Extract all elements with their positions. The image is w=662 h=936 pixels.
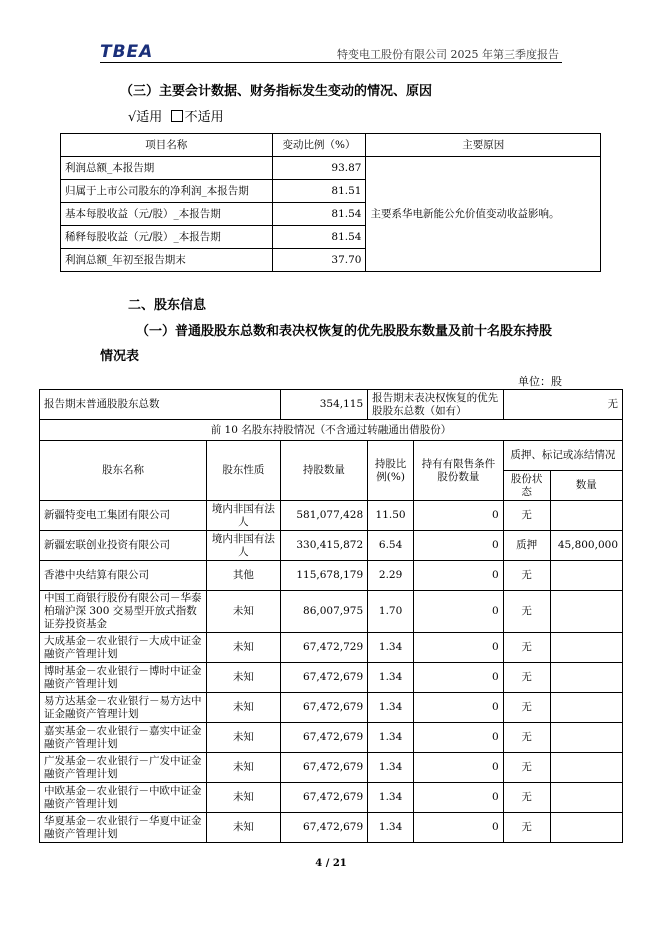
- shareholder-nature-cell: 未知: [207, 633, 280, 663]
- header-holding-ratio: 持股比例(%): [368, 441, 414, 501]
- header-shareholder-nature: 股东性质: [207, 441, 280, 501]
- header-divider: [100, 62, 562, 63]
- total-shareholders-label: 报告期末普通股股东总数: [40, 390, 281, 420]
- shareholder-name-cell: 大成基金－农业银行－大成中证金融资产管理计划: [40, 633, 207, 663]
- header-main-reason: 主要原因: [366, 134, 601, 157]
- not-applicable-label: 不适用: [184, 110, 224, 125]
- table-row: [40, 561, 623, 591]
- item-name-cell: 利润总额_年初至报告期末: [61, 249, 273, 272]
- shareholder-nature-cell: 未知: [207, 591, 280, 633]
- pledge-quantity-cell: [550, 561, 622, 591]
- item-name-cell: 基本每股收益（元/股）_本报告期: [61, 203, 273, 226]
- section-title: （三）主要会计数据、财务指标发生变动的情况、原因: [120, 84, 433, 99]
- holding-ratio-cell: 1.70: [368, 591, 414, 633]
- check-mark-icon: √: [128, 110, 137, 125]
- shareholder-name-cell: 中欧基金－农业银行－中欧中证金融资产管理计划: [40, 783, 207, 813]
- shareholder-subtitle: （一）普通股股东总数和表决权恢复的优先股股东数量及前十名股东持股: [136, 324, 553, 339]
- header-shareholder-name: 股东名称: [40, 441, 207, 501]
- restricted-shares-cell: 0: [414, 783, 504, 813]
- share-status-cell: 无: [503, 561, 550, 591]
- header-item-name: 项目名称: [61, 134, 273, 157]
- shares-held-cell: 86,007,975: [280, 591, 368, 633]
- restricted-shares-cell: 0: [414, 723, 504, 753]
- shareholder-nature-cell: 境内非国有法人: [207, 501, 280, 531]
- table-row: [40, 813, 623, 843]
- pledge-quantity-cell: [550, 753, 622, 783]
- shareholder-nature-cell: 未知: [207, 663, 280, 693]
- shareholder-name-cell: 新疆宏联创业投资有限公司: [40, 531, 207, 561]
- share-status-cell: 无: [503, 633, 550, 663]
- table-row: [40, 783, 623, 813]
- share-status-cell: 无: [503, 783, 550, 813]
- shareholder-name-cell: 嘉实基金－农业银行－嘉实中证金融资产管理计划: [40, 723, 207, 753]
- unit-label: 单位：股: [518, 375, 562, 388]
- holding-ratio-cell: 1.34: [368, 663, 414, 693]
- change-ratio-cell: 81.51: [272, 180, 366, 203]
- shareholder-name-cell: 易方达基金－农业银行－易方达中证金融资产管理计划: [40, 693, 207, 723]
- share-status-cell: 无: [503, 663, 550, 693]
- shareholder-nature-cell: 未知: [207, 753, 280, 783]
- restricted-shares-cell: 0: [414, 753, 504, 783]
- header-pledge-quantity: 数量: [550, 471, 622, 501]
- table-row: [40, 723, 623, 753]
- table-row: [61, 157, 601, 180]
- share-status-cell: 无: [503, 813, 550, 843]
- share-status-cell: 无: [503, 591, 550, 633]
- share-status-cell: 无: [503, 753, 550, 783]
- holding-ratio-cell: 1.34: [368, 693, 414, 723]
- pledge-quantity-cell: [550, 663, 622, 693]
- shareholder-nature-cell: 未知: [207, 693, 280, 723]
- shares-held-cell: 67,472,729: [280, 633, 368, 663]
- share-status-cell: 无: [503, 723, 550, 753]
- shareholder-nature-cell: 未知: [207, 783, 280, 813]
- shares-held-cell: 115,678,179: [280, 561, 368, 591]
- holding-ratio-cell: 2.29: [368, 561, 414, 591]
- shareholder-subtitle-cont: 情况表: [100, 349, 140, 364]
- restricted-shares-cell: 0: [414, 501, 504, 531]
- holding-ratio-cell: 11.50: [368, 501, 414, 531]
- page-number: 4 / 21: [315, 858, 347, 869]
- holding-ratio-cell: 1.34: [368, 633, 414, 663]
- change-ratio-cell: 93.87: [272, 157, 366, 180]
- restricted-shares-cell: 0: [414, 633, 504, 663]
- restricted-shares-cell: 0: [414, 561, 504, 591]
- shareholder-name-cell: 中国工商银行股份有限公司－华泰柏瑞沪深 300 交易型开放式指数证券投资基金: [40, 591, 207, 633]
- header-shares-held: 持股数量: [280, 441, 368, 501]
- preferred-holders-value: 无: [503, 390, 622, 420]
- shares-held-cell: 67,472,679: [280, 783, 368, 813]
- applicable-label: 适用: [136, 110, 163, 125]
- restricted-shares-cell: 0: [414, 693, 504, 723]
- item-name-cell: 归属于上市公司股东的净利润_本报告期: [61, 180, 273, 203]
- header-pledge-status: 质押、标记或冻结情况: [503, 441, 622, 471]
- holding-ratio-cell: 1.34: [368, 813, 414, 843]
- shareholder-section-title: 二、股东信息: [128, 298, 207, 313]
- shareholder-name-cell: 新疆特变电工集团有限公司: [40, 501, 207, 531]
- shares-held-cell: 67,472,679: [280, 723, 368, 753]
- table-row: [40, 501, 623, 531]
- pledge-quantity-cell: [550, 633, 622, 663]
- share-status-cell: 无: [503, 501, 550, 531]
- holding-ratio-cell: 1.34: [368, 723, 414, 753]
- table-header-row: [61, 134, 601, 157]
- pledge-quantity-cell: 45,800,000: [550, 531, 622, 561]
- shareholder-nature-cell: 境内非国有法人: [207, 531, 280, 561]
- header-share-status: 股份状态: [503, 471, 550, 501]
- table-row: [40, 663, 623, 693]
- report-header-title: 特变电工股份有限公司 2025 年第三季度报告: [337, 48, 559, 61]
- holding-ratio-cell: 6.54: [368, 531, 414, 561]
- top10-title-row: [40, 420, 623, 441]
- change-ratio-cell: 37.70: [272, 249, 366, 272]
- pledge-quantity-cell: [550, 501, 622, 531]
- shareholder-nature-cell: 未知: [207, 813, 280, 843]
- restricted-shares-cell: 0: [414, 813, 504, 843]
- pledge-quantity-cell: [550, 783, 622, 813]
- table-row: [40, 633, 623, 663]
- shareholder-name-cell: 香港中央结算有限公司: [40, 561, 207, 591]
- header-restricted-shares: 持有有限售条件股份数量: [414, 441, 504, 501]
- table-row: [40, 591, 623, 633]
- item-name-cell: 稀释每股收益（元/股）_本报告期: [61, 226, 273, 249]
- share-status-cell: 无: [503, 693, 550, 723]
- restricted-shares-cell: 0: [414, 663, 504, 693]
- pledge-quantity-cell: [550, 813, 622, 843]
- pledge-quantity-cell: [550, 693, 622, 723]
- shareholder-nature-cell: 未知: [207, 723, 280, 753]
- item-name-cell: 利润总额_本报告期: [61, 157, 273, 180]
- total-shareholders-row: [40, 390, 623, 420]
- applicability-options: [128, 106, 224, 125]
- preferred-holders-label: 报告期末表决权恢复的优先股股东总数（如有）: [368, 390, 504, 420]
- shareholder-nature-cell: 其他: [207, 561, 280, 591]
- pledge-quantity-cell: [550, 723, 622, 753]
- change-ratio-cell: 81.54: [272, 226, 366, 249]
- shares-held-cell: 67,472,679: [280, 693, 368, 723]
- holding-ratio-cell: 1.34: [368, 753, 414, 783]
- shareholder-name-cell: 博时基金－农业银行－博时中证金融资产管理计划: [40, 663, 207, 693]
- shareholders-table: [39, 389, 623, 843]
- table-row: [40, 531, 623, 561]
- restricted-shares-cell: 0: [414, 591, 504, 633]
- holding-ratio-cell: 1.34: [368, 783, 414, 813]
- table-row: [40, 693, 623, 723]
- shareholder-name-cell: 华夏基金－农业银行－华夏中证金融资产管理计划: [40, 813, 207, 843]
- share-status-cell: 质押: [503, 531, 550, 561]
- shares-held-cell: 67,472,679: [280, 663, 368, 693]
- shares-held-cell: 330,415,872: [280, 531, 368, 561]
- company-logo: TBEA: [100, 42, 154, 62]
- unchecked-box-icon: [171, 110, 183, 122]
- table-row: [40, 753, 623, 783]
- header-change-ratio: 变动比例（%）: [272, 134, 366, 157]
- total-shareholders-value: 354,115: [280, 390, 368, 420]
- pledge-quantity-cell: [550, 591, 622, 633]
- main-reason-cell: 主要系华电新能公允价值变动收益影响。: [366, 157, 601, 272]
- shares-held-cell: 67,472,679: [280, 813, 368, 843]
- restricted-shares-cell: 0: [414, 531, 504, 561]
- shares-held-cell: 581,077,428: [280, 501, 368, 531]
- change-ratio-cell: 81.54: [272, 203, 366, 226]
- table-header-row: [40, 441, 623, 471]
- change-reasons-table: [60, 133, 601, 272]
- shareholder-name-cell: 广发基金－农业银行－广发中证金融资产管理计划: [40, 753, 207, 783]
- top10-title: 前 10 名股东持股情况（不含通过转融通出借股份）: [40, 420, 623, 441]
- shares-held-cell: 67,472,679: [280, 753, 368, 783]
